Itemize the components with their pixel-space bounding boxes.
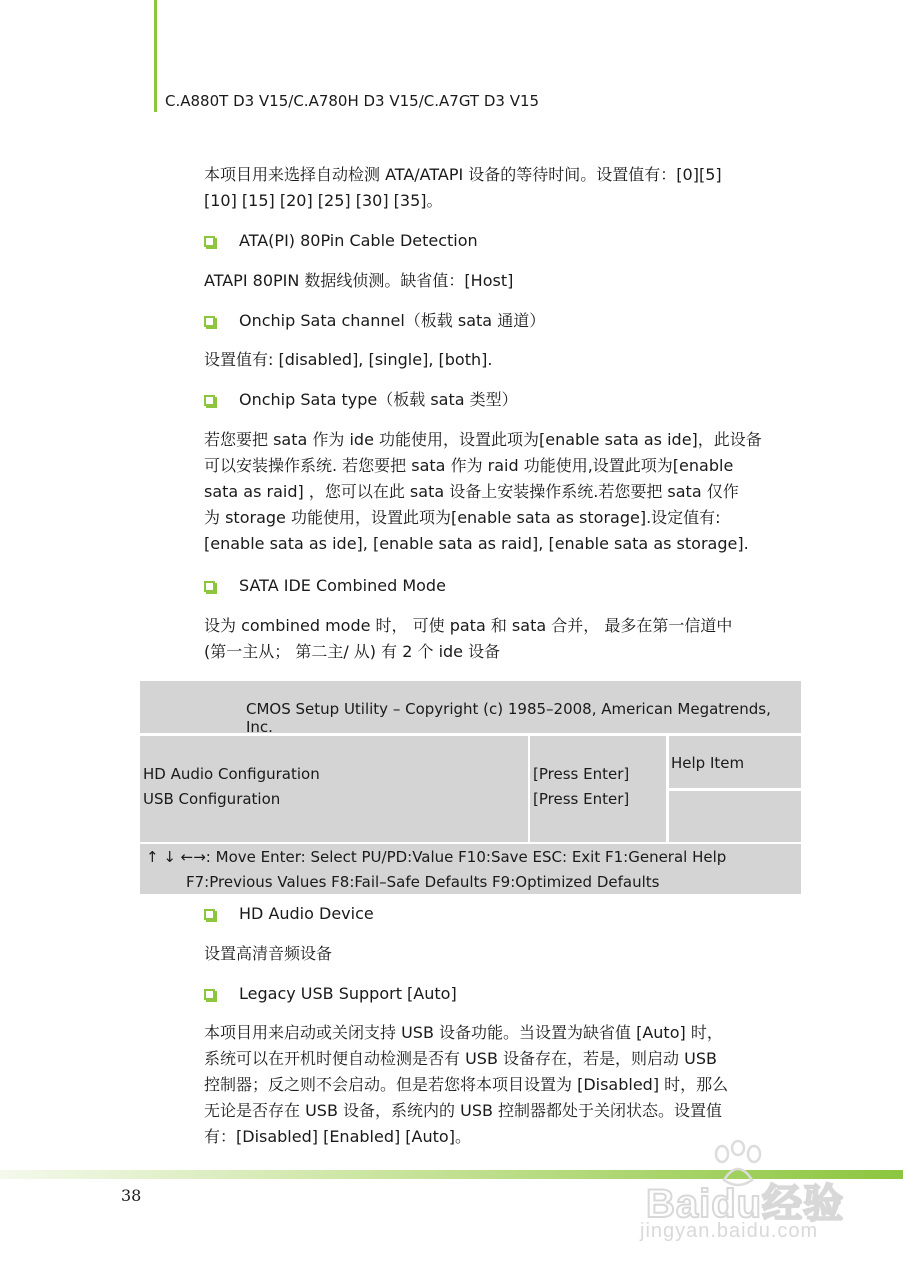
checkbox-bullet-icon xyxy=(204,236,215,247)
bullet-item xyxy=(204,387,518,413)
page-number: 38 xyxy=(121,1186,142,1205)
bios-menu-item-usb[interactable]: USB Configuration xyxy=(143,790,281,808)
bios-help-header xyxy=(669,736,801,788)
bios-menu-panel xyxy=(140,736,528,842)
bios-title-bar xyxy=(140,681,801,736)
header-title: C.A880T D3 V15/C.A780H D3 V15/C.A7GT D3 V15 xyxy=(165,92,540,110)
bios-title: CMOS Setup Utility – Copyright (c) 1985–2008, American Megatrends, Inc. xyxy=(246,700,771,736)
bios-value-hd-audio[interactable]: [Press Enter] xyxy=(533,765,630,783)
checkbox-bullet-icon xyxy=(204,395,215,406)
paragraph-line: (第一主从； 第二主/ 从) 有 2 个 ide 设备 xyxy=(204,642,501,661)
bios-menu-item-hd-audio[interactable]: HD Audio Configuration xyxy=(143,765,320,783)
paragraph-hd-audio: 设置高清音频设备 xyxy=(204,944,333,963)
watermark-brand: Baidu经验 xyxy=(646,1182,845,1226)
bullet-item xyxy=(204,981,457,1007)
paragraph-line: 设为 combined mode 时， 可使 pata 和 sata 合并， 最多在第一信道中 xyxy=(204,616,733,635)
paragraph-wait-time xyxy=(204,162,789,214)
paragraph-line: sata as raid] ，您可以在此 sata 设备上安装操作系统.若您要把 sata 仅作 xyxy=(204,482,739,501)
paragraph-line: [10] [15] [20] [25] [30] [35]。 xyxy=(204,191,443,210)
bios-screenshot xyxy=(140,681,801,894)
watermark-url: jingyan.baidu.com xyxy=(640,1220,819,1242)
bullet-item xyxy=(204,901,374,927)
paragraph-line: [enable sata as ide], [enable sata as raid], [enable sata as storage]. xyxy=(204,534,749,553)
checkbox-bullet-icon xyxy=(204,316,215,327)
bullet-label: Onchip Sata channel（板载 sata 通道） xyxy=(239,311,546,330)
checkbox-bullet-icon xyxy=(204,581,215,592)
bios-value-usb[interactable]: [Press Enter] xyxy=(533,790,630,808)
paragraph-line: 为 storage 功能使用，设置此项为[enable sata as storage].设定值有: xyxy=(204,508,721,527)
paragraph-line: 若您要把 sata 作为 ide 功能使用，设置此项为[enable sata as ide]，此设备 xyxy=(204,430,762,449)
paragraph-line: 系统可以在开机时便自动检测是否有 USB 设备存在，若是，则启动 USB xyxy=(204,1049,717,1068)
paragraph-line: 可以安装操作系统. 若您要把 sata 作为 raid 功能使用,设置此项为[enable xyxy=(204,456,734,475)
bios-key-legend-line: F7:Previous Values F8:Fail–Safe Defaults F9:Optimized Defaults xyxy=(186,873,660,891)
paragraph-line: 本项目用来启动或关闭支持 USB 设备功能。当设置为缺省值 [Auto] 时， xyxy=(204,1023,723,1042)
bullet-label: Onchip Sata type（板载 sata 类型） xyxy=(239,390,518,409)
bullet-item xyxy=(204,228,478,254)
bullet-label: ATA(PI) 80Pin Cable Detection xyxy=(239,231,478,250)
bullet-label: HD Audio Device xyxy=(239,904,374,923)
paragraph-legacy-usb xyxy=(204,1020,789,1150)
paragraph-sata-type xyxy=(204,427,789,557)
bullet-label: Legacy USB Support [Auto] xyxy=(239,984,457,1003)
bullet-item xyxy=(204,573,446,599)
paragraph-sata-channel: 设置值有: [disabled], [single], [both]. xyxy=(204,350,493,369)
paragraph-line: 本项目用来选择自动检测 ATA/ATAPI 设备的等待时间。设置值有：[0][5] xyxy=(204,165,722,184)
bullet-label: SATA IDE Combined Mode xyxy=(239,576,446,595)
header-accent-line xyxy=(154,0,157,112)
paragraph-cable-detection: ATAPI 80PIN 数据线侦测。缺省值：[Host] xyxy=(204,271,514,290)
bios-help-body xyxy=(669,791,801,842)
paragraph-line: 控制器；反之则不会启动。但是若您将本项目设置为 [Disabled] 时，那么 xyxy=(204,1075,729,1094)
bios-value-panel xyxy=(530,736,666,842)
bios-key-legend xyxy=(140,844,801,894)
checkbox-bullet-icon xyxy=(204,989,215,1000)
checkbox-bullet-icon xyxy=(204,909,215,920)
bios-key-legend-line: ↑ ↓ ←→: Move Enter: Select PU/PD:Value F10:Save ESC: Exit F1:General Help xyxy=(146,848,727,866)
bios-help-title: Help Item xyxy=(671,754,745,772)
paragraph-line: 有：[Disabled] [Enabled] [Auto]。 xyxy=(204,1127,471,1146)
paragraph-combined-mode xyxy=(204,613,789,665)
paragraph-line: 无论是否存在 USB 设备，系统内的 USB 控制器都处于关闭状态。设置值 xyxy=(204,1101,723,1120)
baidu-watermark xyxy=(640,1140,860,1250)
bullet-item xyxy=(204,308,545,334)
